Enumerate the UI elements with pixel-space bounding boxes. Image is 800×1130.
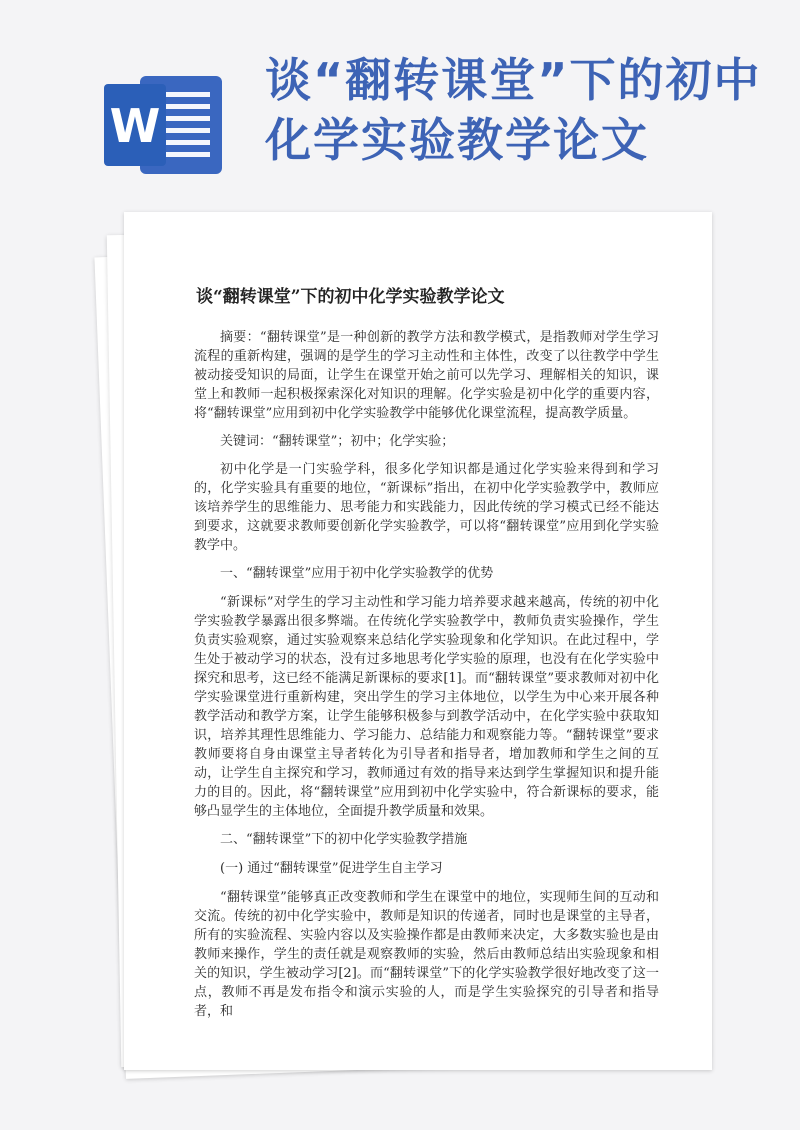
body-paragraph: “新课标”对学生的学习主动性和学习能力培养要求越来越高，传统的初中化学实验教学暴露出很多弊端。在传统化学实验教学中，教师负责实验操作，学生负责实验观察，通过实验观察来总结化学实验现象和化学知识。在此过程中，学生处于被动学习的状态，没有过多地思考化学实验的原理，也没有在化学实验中探究和思考，这已经不能满足新课标的要求[1]。而“翻转课堂”要求教师对初中化学实验课堂进行重新构建，突出学生的学习主体地位，以学生为中心来开展各种教学活动和教学方案，让学生能够积极参与到教学活动中，在化学实验中获取知识，培养其理性思维能力、学习能力、总结能力和观察能力等。“翻转课堂”要求教师要将自身由课堂主导者转化为引导者和指导者，增加教师和学生之间的互动，让学生自主探究和学习，教师通过有效的指导来达到学生掌握知识和提升能力的目的。因此，将“翻转课堂”应用到初中化学实验中，符合新课标的要求，能够凸显学生的主体地位，全面提升教学质量和效果。 — [194, 595, 659, 819]
body-paragraph: “翻转课堂”能够真正改变教师和学生在课堂中的地位，实现师生间的互动和交流。传统的初中化学实验中，教师是知识的传递者，同时也是课堂的主导者，所有的实验流程、实验内容以及实验操作都是由教师来决定，大多数实验也是由教师来操作，学生的责任就是观察教师的实验，然后由教师总结出实验现象和相关的知识，学生被动学习[2]。而“翻转课堂”下的化学实验教学很好地改变了这一点，教师不再是发布指令和演示实验的人，而是学生实验探究的引导者和指导者，和 — [194, 890, 659, 1019]
abstract-paragraph: 摘要：“翻转课堂”是一种创新的教学方法和教学模式，是指教师对学生学习流程的重新构建，强调的是学生的学习主动性和主体性，改变了以往教学中学生被动接受知识的局面，让学生在课堂开始之前可以先学习、理解相关的知识，课堂上和教师一起积极探索深化对知识的理解。化学实验是初中化学的重要内容，将“翻转课堂”应用到初中化学实验教学中能够优化课堂流程，提高教学质量。 — [194, 330, 659, 421]
svg-text:W: W — [109, 99, 161, 153]
section-heading: 二、“翻转课堂”下的初中化学实验教学措施 — [220, 832, 468, 847]
header-banner — [0, 0, 800, 200]
document-page — [124, 212, 712, 1070]
word-document-icon — [100, 70, 230, 180]
document-title: 谈“翻转课堂”下的初中化学实验教学论文 — [196, 287, 505, 307]
subsection-heading: (一) 通过“翻转课堂”促进学生自主学习 — [220, 861, 443, 876]
body-paragraph: 初中化学是一门实验学科，很多化学知识都是通过化学实验来得到和学习的，化学实验具有重要的地位，“新课标”指出，在初中化学实验教学中，教师应该培养学生的思维能力、思考能力和实践能力，因此传统的学习模式已经不能达到要求，这就要求教师要创新化学实验教学，可以将“翻转课堂”应用到化学实验教学中。 — [194, 462, 659, 553]
keywords-paragraph: 关键词：“翻转课堂”；初中；化学实验； — [220, 434, 455, 449]
header-title: 谈“翻转课堂”下的初中化学实验教学论文 — [265, 53, 762, 167]
document-preview — [118, 212, 716, 1074]
document-body — [194, 328, 659, 1030]
section-heading: 一、“翻转课堂”应用于初中化学实验教学的优势 — [220, 566, 494, 581]
